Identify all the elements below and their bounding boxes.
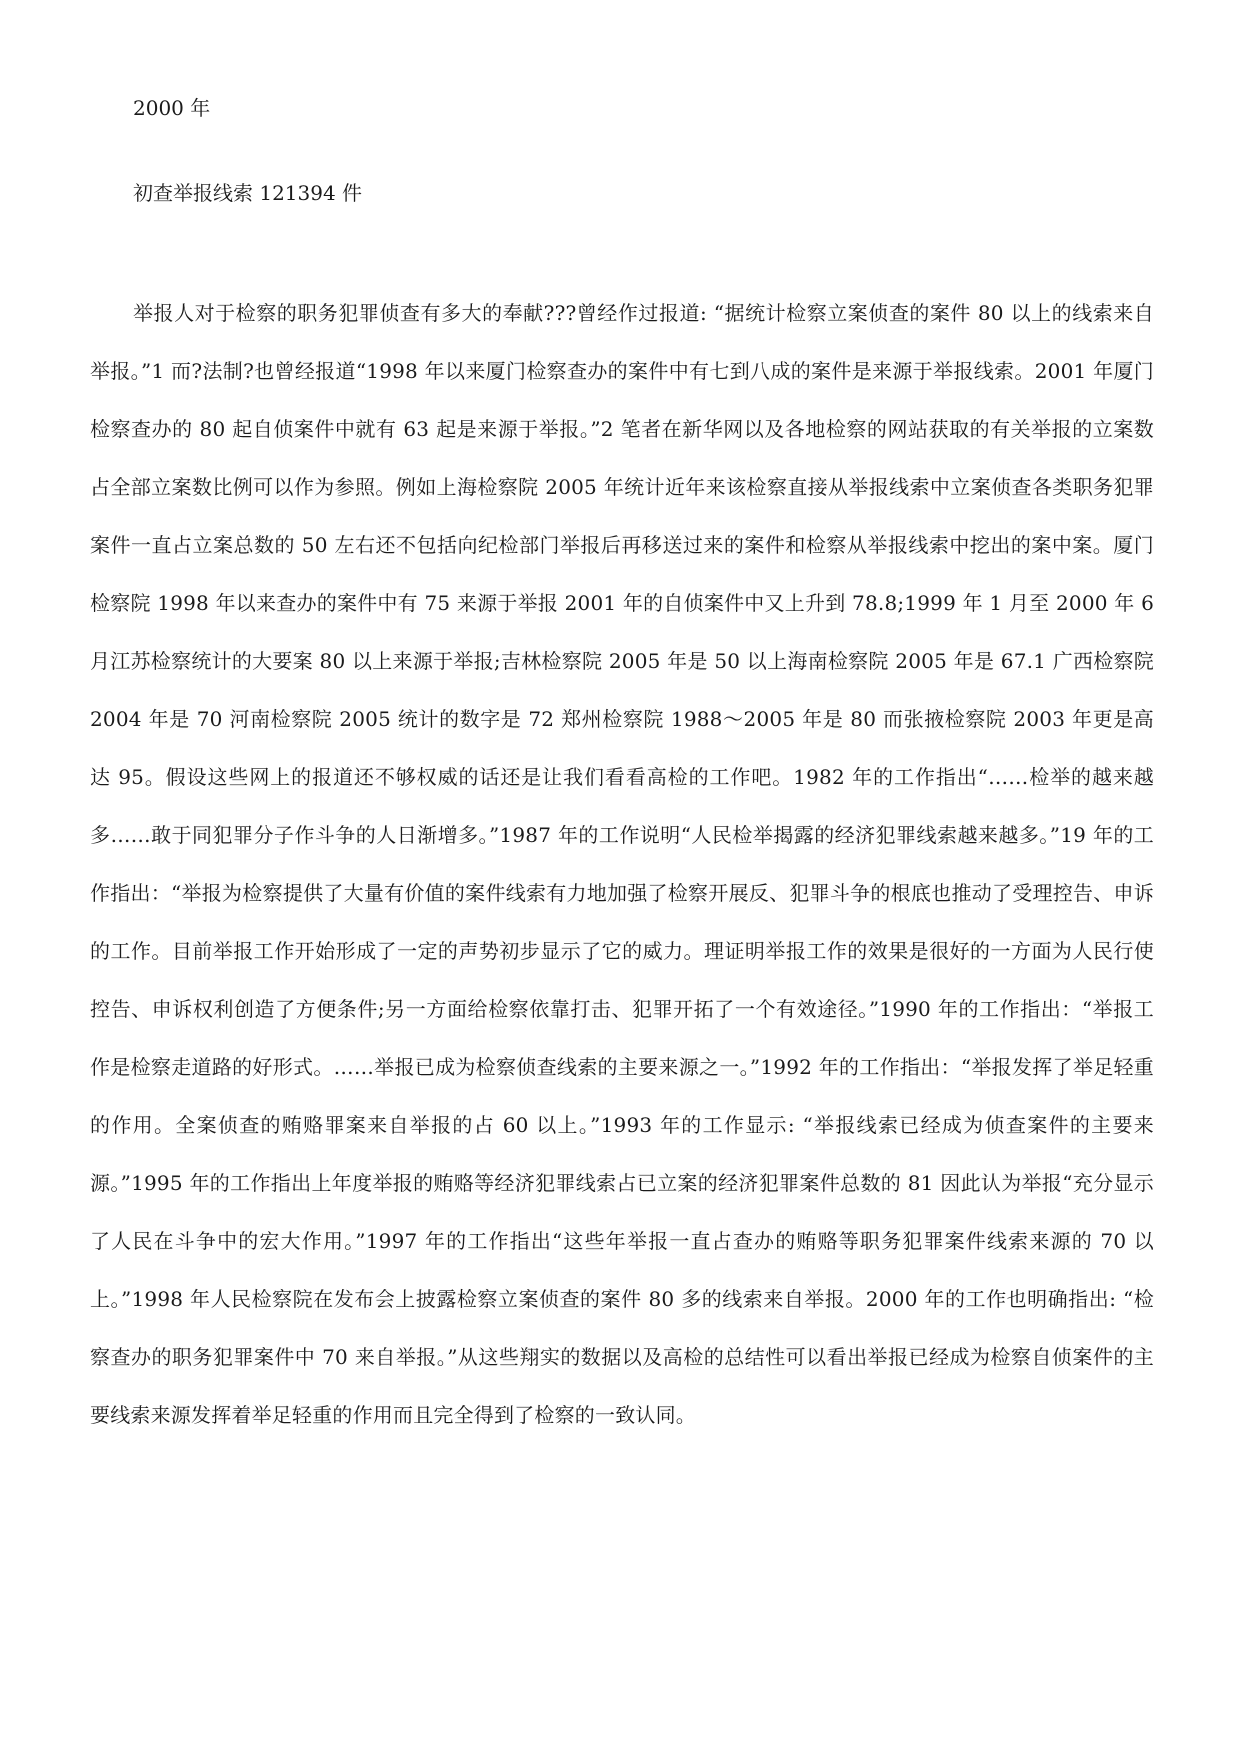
body-paragraph: 举报人对于检察的职务犯罪侦查有多大的奉献???曾经作过报道: “据统计检察立案侦查的案件 80 以上的线索来自举报。”1 而?法制?也曾经报道“1998 年以来厦门检察查办的案件中有七到八成的案件是来源于举报线索。2001 年厦门检察查办的 80 起自侦案件中就有 63 起是来源于举报。”2 笔者在新华网以及各地检察的网站获取的有关举报的立案数占全部立案数比例可以作为参照。例如上海检察院 2005 年统计近年来该检察直接从举报线索中立案侦查各类职务犯罪案件一直占立案总数的 50 左右还不包括向纪检部门举报后再移送过来的案件和检察从举报线索中挖出的案中案。厦门检察院 1998 年以来查办的案件中有 75 来源于举报 2001 年的自侦案件中又上升到 78.8;1999 年 1 月至 2000 年 6 月江苏检察统计的大要案 80 以上来源于举报;吉林检察院 2005 年是 50 以上海南检察院 2005 年是 67.1 广西检察院 2004 年是 70 河南检察院 2005 统计的数字是 72 郑州检察院 1988～2005 年是 80 而张掖检察院 2003 年更是高达 95。假设这些网上的报道还不够权威的话还是让我们看看高检的工作吧。1982 年的工作指出“……检举的越来越多……敢于同犯罪分子作斗争的人日渐增多。”1987 年的工作说明“人民检举揭露的经济犯罪线索越来越多。”19 年的工作指出：“举报为检察提供了大量有价值的案件线索有力地加强了检察开展反、犯罪斗争的根底也推动了受理控告、申诉的工作。目前举报工作开始形成了一定的声势初步显示了它的威力。理证明举报工作的效果是很好的一方面为人民行使控告、申诉权利创造了方便条件;另一方面给检察依靠打击、犯罪开拓了一个有效途径。”1990 年的工作指出：“举报工作是检察走道路的好形式。……举报已成为检察侦查线索的主要来源之一。”1992 年的工作指出：“举报发挥了举足轻重的作用。全案侦查的贿赂罪案来自举报的占 60 以上。”1993 年的工作显示: “举报线索已经成为侦查案件的主要来源。”1995 年的工作指出上年度举报的贿赂等经济犯罪线索占已立案的经济犯罪案件总数的 81 因此认为举报“充分显示了人民在斗争中的宏大作用。”1997 年的工作指出“这些年举报一直占查办的贿赂等职务犯罪案件线索来源的 70 以上。”1998 年人民检察院在发布会上披露检察立案侦查的案件 80 多的线索来自举报。2000 年的工作也明确指出: “检察查办的职务犯罪案件中 70 来自举报。”从这些翔实的数据以及高检的总结性可以看出举报已经成为检察自侦案件的主要线索来源发挥着举足轻重的作用而且完全得到了检察的一致认同。 (90, 301, 1154, 1427)
year-line: 2000 年 (133, 96, 211, 120)
clue-count-line: 初查举报线索 121394 件 (133, 181, 363, 205)
